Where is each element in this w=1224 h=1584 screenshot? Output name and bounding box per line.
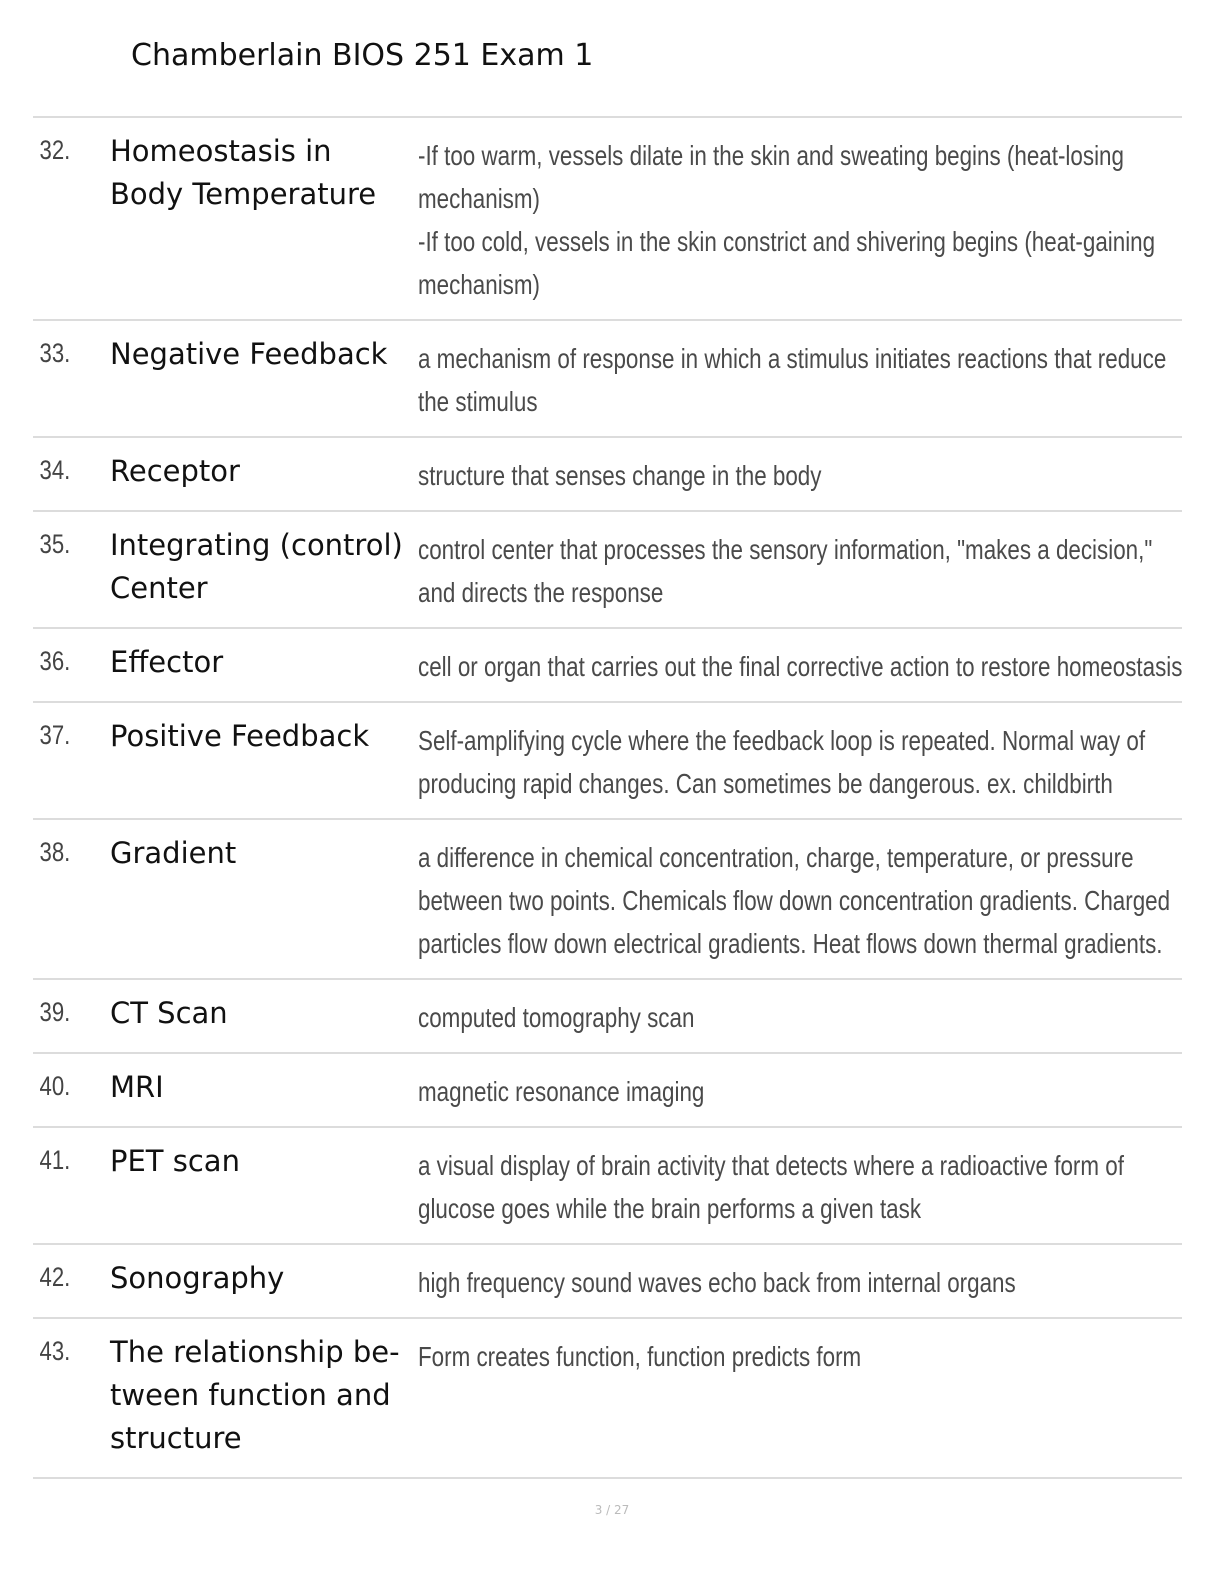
definition-line: structure that senses change in the body <box>418 460 822 491</box>
card-term <box>110 820 418 978</box>
card-term <box>110 118 418 319</box>
flashcard-row <box>33 820 1182 980</box>
card-number: 32. <box>39 135 71 165</box>
definition-line: computed tomography scan <box>418 1002 695 1033</box>
definition-line: mechanism) <box>418 183 540 214</box>
card-term <box>110 1054 418 1126</box>
definition-line: producing rapid changes. Can sometimes be dangerous. ex. childbirth <box>418 768 1113 799</box>
card-number: 36. <box>39 646 71 676</box>
definition-line: the stimulus <box>418 386 538 417</box>
card-number: 37. <box>39 720 71 750</box>
page-number: 3 / 27 <box>594 1503 630 1517</box>
card-term <box>110 1245 418 1317</box>
card-term <box>110 1128 418 1243</box>
card-definition <box>418 438 1182 510</box>
term-line: Positive Feedback <box>110 719 370 753</box>
card-definition <box>418 1319 1182 1477</box>
term-line: MRI <box>110 1070 164 1104</box>
flashcard-list <box>33 116 1182 1479</box>
card-number: 39. <box>39 997 71 1027</box>
term-line: structure <box>110 1421 242 1455</box>
term-line: tween function and <box>110 1378 391 1412</box>
definition-line: mechanism) <box>418 269 540 300</box>
card-definition <box>418 512 1224 627</box>
card-number: 35. <box>39 529 71 559</box>
card-term <box>110 321 418 436</box>
flashcard-row <box>33 703 1182 820</box>
definition-line: -If too warm, vessels dilate in the skin and sweating begins (heat-losing <box>418 140 1124 171</box>
card-definition <box>418 1054 1182 1126</box>
term-line: Sonography <box>110 1261 285 1295</box>
definition-line: high frequency sound waves echo back from internal organs <box>418 1267 1016 1298</box>
card-term <box>110 512 418 627</box>
definition-line: magnetic resonance imaging <box>418 1076 705 1107</box>
card-term <box>110 629 418 701</box>
term-line: Integrating (control) <box>110 528 403 562</box>
flashcard-row <box>33 438 1182 512</box>
flashcard-row <box>33 118 1182 321</box>
definition-line: Self-amplifying cycle where the feedback loop is repeated. Normal way of <box>418 725 1146 756</box>
definition-line: control center that processes the sensory information, "makes a decision," <box>418 534 1153 565</box>
term-line: Receptor <box>110 454 240 488</box>
card-definition <box>418 118 1224 319</box>
card-definition <box>418 629 1224 701</box>
card-term <box>110 980 418 1052</box>
card-definition <box>418 1245 1182 1317</box>
flashcard-row <box>33 1319 1182 1479</box>
card-number: 33. <box>39 338 71 368</box>
term-line: Body Temperature <box>110 177 377 211</box>
term-line: PET scan <box>110 1144 240 1178</box>
flashcard-row <box>33 1245 1182 1319</box>
card-definition <box>418 321 1224 436</box>
card-definition <box>418 820 1224 978</box>
card-definition <box>418 1128 1224 1243</box>
definition-line: between two points. Chemicals flow down concentration gradients. Charged <box>418 885 1171 916</box>
term-line: Effector <box>110 645 224 679</box>
definition-line: glucose goes while the brain performs a given task <box>418 1193 922 1224</box>
card-number: 34. <box>39 455 71 485</box>
flashcard-row <box>33 1128 1182 1245</box>
card-number: 42. <box>39 1262 71 1292</box>
definition-line: a visual display of brain activity that detects where a radioactive form of <box>418 1150 1124 1181</box>
flashcard-row <box>33 980 1182 1054</box>
term-line: Gradient <box>110 836 237 870</box>
definition-line: and directs the response <box>418 577 664 608</box>
card-number: 38. <box>39 837 71 867</box>
card-definition <box>418 980 1182 1052</box>
document-title: Chamberlain BIOS 251 Exam 1 <box>131 38 594 73</box>
term-line: Center <box>110 571 208 605</box>
card-number: 43. <box>39 1336 71 1366</box>
flashcard-row <box>33 512 1182 629</box>
card-number: 41. <box>39 1145 71 1175</box>
definition-line: particles flow down electrical gradients. Heat flows down thermal gradients. <box>418 928 1163 959</box>
flashcard-row <box>33 629 1182 703</box>
term-line: Homeostasis in <box>110 134 332 168</box>
card-term <box>110 703 418 818</box>
card-definition <box>418 703 1224 818</box>
definition-line: a difference in chemical concentration, charge, temperature, or pressure <box>418 842 1134 873</box>
flashcard-row <box>33 321 1182 438</box>
term-line: Negative Feedback <box>110 337 388 371</box>
card-term <box>110 1319 418 1477</box>
card-number: 40. <box>39 1071 71 1101</box>
term-line: CT Scan <box>110 996 228 1030</box>
flashcard-row <box>33 1054 1182 1128</box>
card-term <box>110 438 418 510</box>
definition-line: -If too cold, vessels in the skin constrict and shivering begins (heat-gaining <box>418 226 1156 257</box>
definition-line: Form creates function, function predicts form <box>418 1341 862 1372</box>
definition-line: a mechanism of response in which a stimulus initiates reactions that reduce <box>418 343 1167 374</box>
definition-line: cell or organ that carries out the final corrective action to restore homeostasis <box>418 651 1183 682</box>
term-line: The relationship be- <box>110 1335 400 1369</box>
